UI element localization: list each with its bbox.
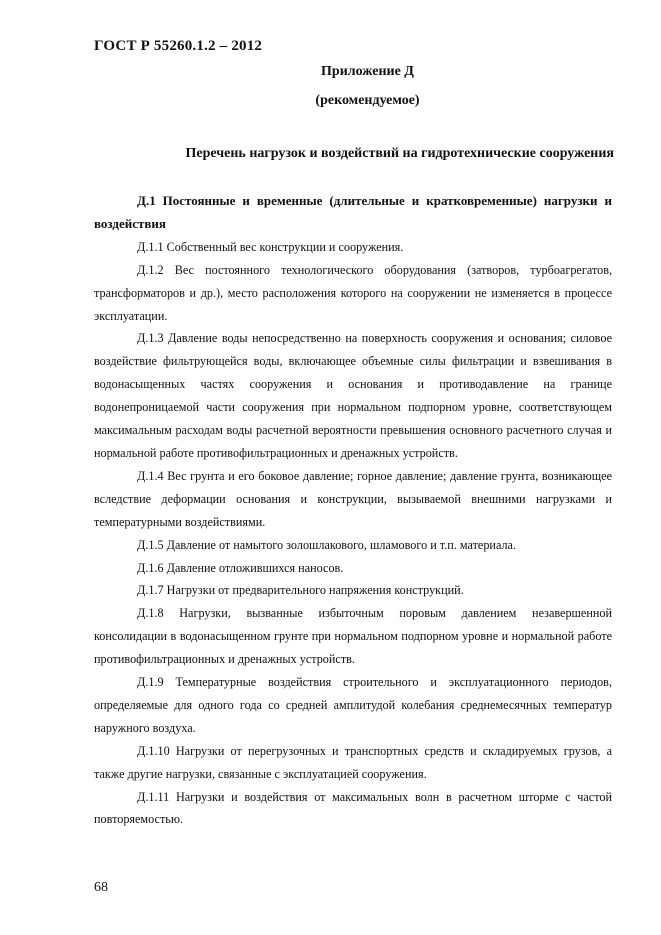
standard-designation: ГОСТ Р 55260.1.2 – 2012 <box>94 38 263 54</box>
document-body <box>94 190 612 831</box>
item-d-1-7: Д.1.7 Нагрузки от предварительного напряжения конструкций. <box>137 583 464 598</box>
item-d-1-6: Д.1.6 Давление отложившихся наносов. <box>137 560 344 575</box>
item-d-1-8: Д.1.8 Нагрузки, вызванные избыточным поровым давлением незавершенной консолидации в водонасыщенном грунте при нормальном подпорном уровне и нормальной работе противофильтрационных и дренажных устройств. <box>94 606 612 667</box>
item-d-1-5: Д.1.5 Давление от намытого золошлакового, шламового и т.п. материала. <box>137 537 517 552</box>
appendix-title: Приложение Д <box>321 64 414 79</box>
item-d-1-3: Д.1.3 Давление воды непосредственно на поверхность сооружения и основания; силовое воздействие фильтрующейся воды, включающее объемные силы фильтрации и взвешивания в водонасыщенных частях сооружения и основания и противодавление на границе водонепроницаемой части сооружения при нормальном подпорном уровне, соответствующем максимальным расходам воды расчетной вероятности превышения основного расчетного случая и нормальной работе противофильтрационных и дренажных устройств. <box>94 331 612 460</box>
item-d-1-2: Д.1.2 Вес постоянного технологического оборудования (затворов, турбоагрегатов, трансформаторов и др.), место расположения которого на сооружении не изменяется в процессе эксплуатации. <box>94 262 612 323</box>
list-title: Перечень нагрузок и воздействий на гидротехнические сооружения <box>185 146 614 161</box>
item-d-1-9: Д.1.9 Температурные воздействия строительного и эксплуатационного периодов, определяемые для одного года со средней амплитудой колебания среднемесячных температур наружного воздуха. <box>94 675 612 735</box>
section-heading: Д.1 Постоянные и временные (длительные и кратковременные) нагрузки и воздействия <box>94 193 612 231</box>
page-number: 68 <box>94 880 108 895</box>
item-d-1-11: Д.1.11 Нагрузки и воздействия от максимальных волн в расчетном шторме с частой повторяемостью. <box>94 789 612 827</box>
item-d-1-10: Д.1.10 Нагрузки от перегрузочных и транспортных средств и складируемых грузов, а также другие нагрузки, связанные с эксплуатацией сооружения. <box>94 743 612 781</box>
item-d-1-1: Д.1.1 Собственный вес конструкции и сооружения. <box>137 239 404 254</box>
appendix-status: (рекомендуемое) <box>315 93 420 108</box>
item-d-1-4: Д.1.4 Вес грунта и его боковое давление; горное давление; давление грунта, возникающее вследствие деформации основания и конструкции, вызываемой внешними нагрузками и температурными воздействиями. <box>94 468 612 529</box>
